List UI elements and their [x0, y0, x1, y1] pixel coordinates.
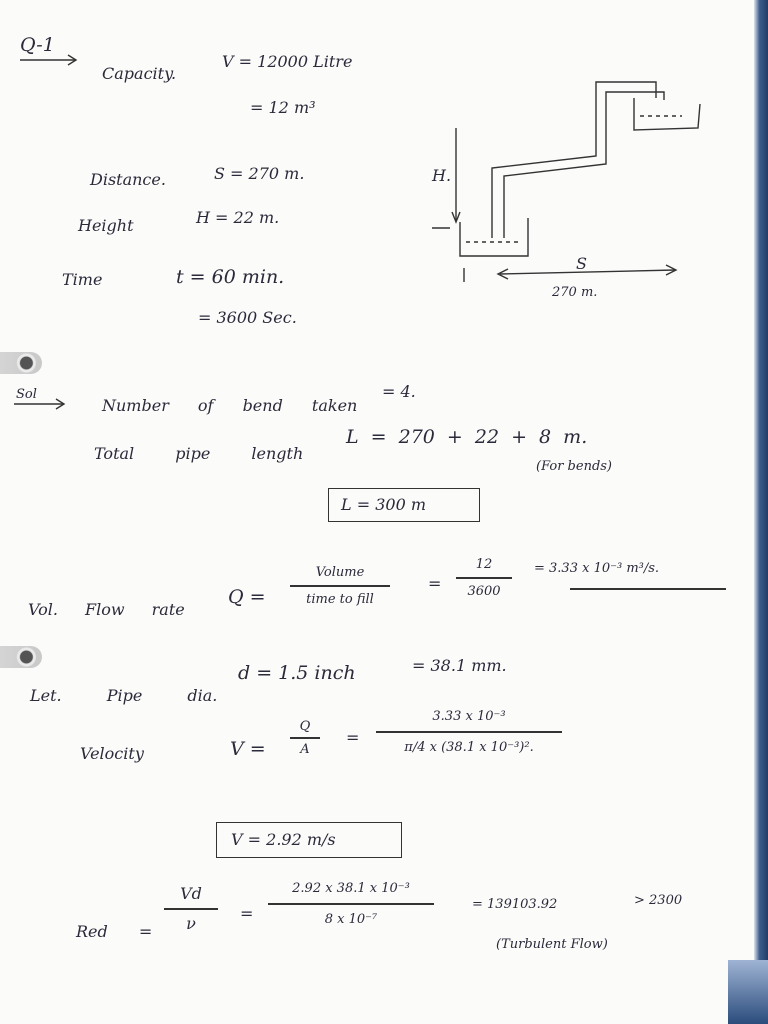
solution-arrow: [12, 398, 68, 412]
diagram-distance-value: 270 m.: [552, 285, 598, 300]
velocity-flow-value: 3.33 x 10⁻³: [432, 709, 506, 724]
flow-rate-result: = 3.33 x 10⁻³ m³/s.: [534, 561, 660, 576]
distance-label: Distance.: [90, 170, 166, 189]
flow-rate-label: Vol. Flow rate: [28, 600, 185, 619]
capacity-equation: V = 12000 Litre: [222, 52, 353, 71]
velocity-symbol: V =: [230, 738, 266, 760]
height-equation: H = 22 m.: [196, 208, 280, 227]
binder-ring: [0, 352, 42, 374]
pipe-dia-label: Let. Pipe dia.: [30, 686, 218, 705]
reynolds-denominator-value: 8 x 10⁻⁷: [324, 911, 378, 927]
reynolds-fraction: [164, 886, 218, 932]
diagram-distance-symbol: S: [576, 254, 587, 273]
velocity-numerator: Q: [299, 719, 311, 734]
question-underline-arrow: [18, 54, 82, 68]
notebook-cover-edge: [754, 0, 768, 1024]
velocity-result-box: [216, 822, 402, 858]
velocity-fraction: [290, 720, 320, 756]
reynolds-denominator: ν: [186, 913, 196, 933]
bends-label: Number of bend taken: [102, 396, 358, 415]
pipe-length-label: Total pipe length: [94, 444, 304, 463]
bends-note: (For bends): [536, 459, 613, 474]
velocity-label: Velocity: [80, 744, 144, 763]
pipe-length-result: L = 300 m: [341, 495, 426, 514]
capacity-m3: = 12 m³: [250, 98, 316, 117]
reynolds-label: Red =: [76, 922, 153, 941]
pipe-length-result-box: [328, 488, 480, 522]
flow-rate-symbol: Q =: [228, 586, 266, 608]
distance-equation: S = 270 m.: [214, 164, 305, 183]
time-label: Time: [62, 270, 103, 289]
reynolds-result: = 139103.92: [472, 897, 558, 912]
velocity-result: V = 2.92 m/s: [231, 830, 336, 849]
question-label: Q-1: [20, 34, 55, 56]
pipe-length-equation: L = 270 + 22 + 8 m.: [346, 426, 588, 448]
flow-time-value: 3600: [467, 583, 501, 599]
flow-denominator: time to fill: [306, 591, 374, 607]
reynolds-equals: =: [240, 904, 254, 923]
flow-result-underline: [570, 588, 726, 590]
time-equation: t = 60 min.: [176, 266, 285, 288]
flow-regime-note: (Turbulent Flow): [496, 937, 608, 952]
bends-value: = 4.: [382, 382, 416, 401]
binder-ring: [0, 646, 42, 668]
reynolds-numerator-value: 2.92 x 38.1 x 10⁻³: [292, 881, 410, 896]
notebook-cover-corner: [728, 960, 768, 1024]
velocity-equals: =: [346, 728, 360, 747]
height-label: Height: [78, 216, 134, 235]
flow-volume-value: 12: [475, 557, 493, 572]
capacity-label: Capacity.: [102, 64, 177, 83]
flow-fraction: [290, 566, 390, 606]
pipe-layout-diagram: [420, 70, 720, 310]
flow-numerator: Volume: [315, 565, 365, 580]
time-seconds: = 3600 Sec.: [198, 308, 297, 327]
reynolds-numerator: Vd: [180, 884, 202, 903]
pipe-dia-equation: d = 1.5 inch: [238, 662, 356, 684]
pipe-dia-mm: = 38.1 mm.: [412, 656, 507, 675]
velocity-area-value: π/4 x (38.1 x 10⁻³)².: [404, 739, 534, 755]
reynolds-compare: > 2300: [634, 893, 683, 908]
flow-value-fraction: [456, 558, 512, 598]
diagram-height-label: H.: [432, 166, 452, 185]
velocity-value-fraction: [376, 710, 562, 754]
solution-label: Sol: [16, 387, 37, 402]
flow-equals: =: [428, 574, 442, 593]
velocity-denominator: A: [300, 741, 310, 757]
reynolds-value-fraction: [268, 882, 434, 926]
